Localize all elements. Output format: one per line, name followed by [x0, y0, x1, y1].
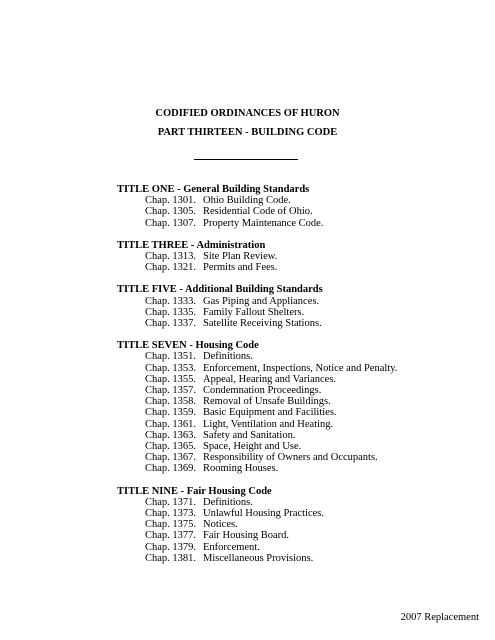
footer-edition: 2007 Replacement [400, 612, 479, 623]
title-section [117, 340, 397, 474]
chapter-number: Chap. 1353. [145, 362, 197, 374]
chapter-number: Chap. 1337. [145, 318, 197, 330]
chapter-number: Chap. 1365. [145, 441, 197, 453]
chapter-entry [117, 374, 397, 385]
chapter-number: Chap. 1313. [145, 251, 197, 263]
chapter-name: Space, Height and Use. [203, 441, 302, 453]
chapter-name: Gas Piping and Appliances. [203, 295, 320, 307]
chapter-name: Fair Housing Board. [203, 530, 290, 542]
heading-divider [194, 159, 298, 160]
chapter-entry [117, 407, 397, 418]
chapter-entry [117, 318, 397, 329]
chapter-entry [117, 553, 397, 564]
chapter-name: Definitions. [203, 351, 253, 363]
title-section [117, 284, 397, 329]
chapter-name: Property Maintenance Code. [203, 217, 324, 229]
chapter-entry [117, 519, 397, 530]
chapter-entry [117, 195, 397, 206]
chapter-name: Notices. [203, 519, 238, 531]
title-heading: TITLE FIVE - Additional Building Standards [117, 284, 323, 296]
chapter-entry [117, 385, 397, 396]
chapter-entry [117, 542, 397, 553]
table-of-contents [117, 184, 397, 575]
chapter-number: Chap. 1377. [145, 530, 197, 542]
chapter-number: Chap. 1333. [145, 295, 197, 307]
chapter-entry [117, 497, 397, 508]
chapter-number: Chap. 1301. [145, 195, 197, 207]
chapter-number: Chap. 1355. [145, 373, 197, 385]
chapter-entry [117, 363, 397, 374]
chapter-entry [117, 251, 397, 262]
chapter-number: Chap. 1358. [145, 396, 197, 408]
chapter-entry [117, 452, 397, 463]
chapter-number: Chap. 1361. [145, 418, 197, 430]
chapter-entry [117, 396, 397, 407]
chapter-entry [117, 463, 397, 474]
chapter-number: Chap. 1367. [145, 452, 197, 464]
chapter-number: Chap. 1305. [145, 206, 197, 218]
chapter-name: Basic Equipment and Facilities. [203, 407, 337, 419]
chapter-number: Chap. 1357. [145, 385, 197, 397]
chapter-name: Safety and Sanitation. [203, 429, 296, 441]
chapter-entry [117, 296, 397, 307]
chapter-number: Chap. 1351. [145, 351, 197, 363]
chapter-entry [117, 508, 397, 519]
title-heading: TITLE THREE - Administration [117, 239, 266, 251]
chapter-name: Enforcement, Inspections, Notice and Penalty. [203, 362, 398, 374]
title-heading: TITLE SEVEN - Housing Code [117, 340, 259, 352]
chapter-name: Rooming Houses. [203, 463, 279, 475]
chapter-number: Chap. 1379. [145, 541, 197, 553]
chapter-name: Unlawful Housing Practices. [203, 508, 325, 520]
chapter-name: Residential Code of Ohio. [203, 206, 313, 218]
title-section [117, 240, 397, 274]
chapter-name: Site Plan Review. [203, 251, 278, 263]
chapter-number: Chap. 1363. [145, 429, 197, 441]
chapter-name: Satellite Receiving Stations. [203, 318, 322, 330]
title-heading: TITLE ONE - General Building Standards [117, 184, 310, 195]
title-section [117, 486, 397, 564]
chapter-name: Family Fallout Shelters. [203, 306, 305, 318]
chapter-entry [117, 430, 397, 441]
chapter-entry [117, 307, 397, 318]
chapter-name: Light, Ventilation and Heating. [203, 418, 334, 430]
chapter-entry [117, 206, 397, 217]
chapter-number: Chap. 1335. [145, 306, 197, 318]
chapter-entry [117, 530, 397, 541]
chapter-name: Removal of Unsafe Buildings. [203, 396, 331, 408]
chapter-entry [117, 351, 397, 362]
chapter-entry [117, 218, 397, 229]
chapter-entry [117, 262, 397, 273]
chapter-name: Condemnation Proceedings. [203, 385, 322, 397]
chapter-name: Permits and Fees. [203, 262, 278, 274]
chapter-number: Chap. 1375. [145, 519, 197, 531]
chapter-number: Chap. 1371. [145, 496, 197, 508]
chapter-number: Chap. 1359. [145, 407, 197, 419]
chapter-name: Responsibility of Owners and Occupants. [203, 452, 378, 464]
part-heading: PART THIRTEEN - BUILDING CODE [157, 127, 338, 138]
chapter-number: Chap. 1381. [145, 552, 197, 564]
title-section [117, 184, 397, 229]
chapter-name: Appeal, Hearing and Variances. [203, 373, 337, 385]
chapter-number: Chap. 1321. [145, 262, 197, 274]
chapter-name: Ohio Building Code. [203, 195, 291, 207]
chapter-number: Chap. 1307. [145, 217, 197, 229]
chapter-name: Miscellaneous Provisions. [203, 552, 314, 564]
chapter-number: Chap. 1369. [145, 463, 197, 475]
title-heading: TITLE NINE - Fair Housing Code [117, 485, 272, 497]
chapter-number: Chap. 1373. [145, 508, 197, 520]
chapter-entry [117, 419, 397, 430]
chapter-name: Definitions. [203, 496, 253, 508]
chapter-entry [117, 441, 397, 452]
chapter-name: Enforcement. [203, 541, 260, 553]
document-heading: CODIFIED ORDINANCES OF HURON [155, 108, 340, 119]
